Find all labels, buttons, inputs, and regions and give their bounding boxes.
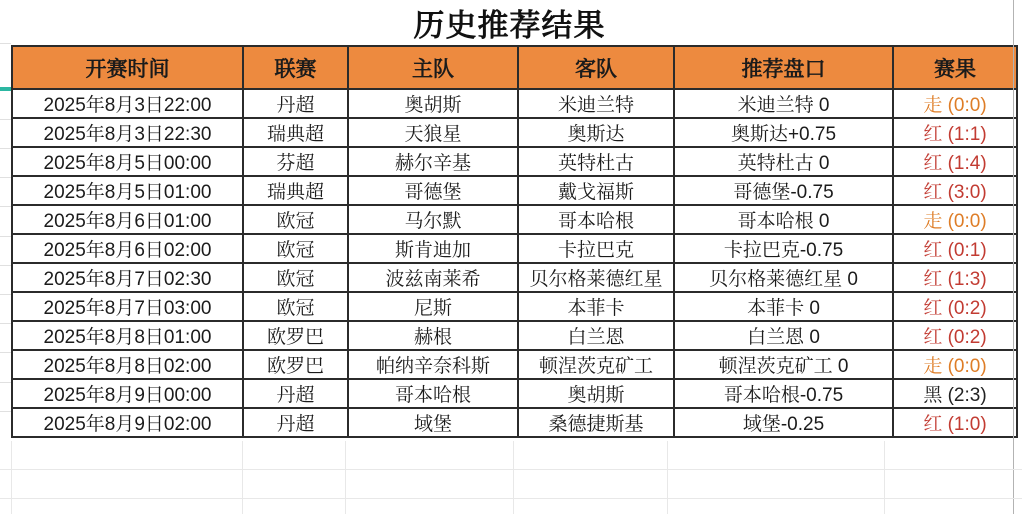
cell-result[interactable]: 走 (0:0): [893, 350, 1017, 379]
cell-home[interactable]: 哥德堡: [348, 176, 518, 205]
table-row: [12, 176, 1017, 205]
cell-handicap[interactable]: 哥本哈根-0.75: [674, 379, 893, 408]
sheet-gridline: [0, 323, 11, 324]
cell-handicap[interactable]: 米迪兰特 0: [674, 89, 893, 118]
sheet-gridline: [0, 236, 11, 237]
cell-away[interactable]: 奥斯达: [518, 118, 674, 147]
cell-result[interactable]: 红 (1:4): [893, 147, 1017, 176]
cell-away[interactable]: 卡拉巴克: [518, 234, 674, 263]
cell-time[interactable]: 2025年8月6日01:00: [12, 205, 243, 234]
cell-league[interactable]: 欧罗巴: [243, 321, 348, 350]
cell-result[interactable]: 红 (1:1): [893, 118, 1017, 147]
cell-away[interactable]: 英特杜古: [518, 147, 674, 176]
cell-handicap[interactable]: 顿涅茨克矿工 0: [674, 350, 893, 379]
sheet-gridline-vertical: [1013, 0, 1014, 514]
cell-result[interactable]: 红 (0:2): [893, 321, 1017, 350]
cell-time[interactable]: 2025年8月9日00:00: [12, 379, 243, 408]
table-row: [12, 205, 1017, 234]
sheet-gridline: [0, 43, 11, 44]
sheet-gridline: [242, 441, 243, 514]
cell-handicap[interactable]: 哥德堡-0.75: [674, 176, 893, 205]
results-table-header: [12, 46, 1017, 89]
cell-time[interactable]: 2025年8月9日02:00: [12, 408, 243, 437]
cell-away[interactable]: 哥本哈根: [518, 205, 674, 234]
cell-time[interactable]: 2025年8月5日00:00: [12, 147, 243, 176]
table-row: [12, 350, 1017, 379]
cell-league[interactable]: 丹超: [243, 408, 348, 437]
cell-handicap[interactable]: 贝尔格莱德红星 0: [674, 263, 893, 292]
sheet-gridline: [0, 498, 1022, 499]
cell-time[interactable]: 2025年8月7日02:30: [12, 263, 243, 292]
cell-handicap[interactable]: 域堡-0.25: [674, 408, 893, 437]
cell-away[interactable]: 桑德捷斯基: [518, 408, 674, 437]
cell-time[interactable]: 2025年8月3日22:30: [12, 118, 243, 147]
cell-league[interactable]: 欧罗巴: [243, 350, 348, 379]
cell-league[interactable]: 欧冠: [243, 263, 348, 292]
cell-league[interactable]: 丹超: [243, 379, 348, 408]
column-header-league[interactable]: 联赛: [243, 46, 348, 89]
header-row: [12, 46, 1017, 89]
cell-time[interactable]: 2025年8月5日01:00: [12, 176, 243, 205]
cell-result[interactable]: 红 (1:0): [893, 408, 1017, 437]
table-row: [12, 118, 1017, 147]
cell-away[interactable]: 米迪兰特: [518, 89, 674, 118]
cell-home[interactable]: 帕纳辛奈科斯: [348, 350, 518, 379]
table-row: [12, 408, 1017, 437]
frozen-pane-marker: [0, 87, 11, 91]
cell-time[interactable]: 2025年8月3日22:00: [12, 89, 243, 118]
sheet-gridline: [667, 441, 668, 514]
cell-result[interactable]: 黑 (2:3): [893, 379, 1017, 408]
cell-time[interactable]: 2025年8月7日03:00: [12, 292, 243, 321]
sheet-gridline: [0, 119, 11, 120]
cell-league[interactable]: 欧冠: [243, 292, 348, 321]
results-table-body: [12, 89, 1017, 437]
cell-away[interactable]: 贝尔格莱德红星: [518, 263, 674, 292]
cell-league[interactable]: 丹超: [243, 89, 348, 118]
sheet-gridline: [0, 469, 1022, 470]
sheet-gridline: [0, 265, 11, 266]
table-row: [12, 321, 1017, 350]
cell-league[interactable]: 欧冠: [243, 234, 348, 263]
column-header-time[interactable]: 开赛时间: [12, 46, 243, 89]
table-row: [12, 292, 1017, 321]
cell-home[interactable]: 马尔默: [348, 205, 518, 234]
cell-time[interactable]: 2025年8月6日02:00: [12, 234, 243, 263]
cell-result[interactable]: 走 (0:0): [893, 205, 1017, 234]
cell-league[interactable]: 瑞典超: [243, 118, 348, 147]
sheet-gridline: [0, 352, 11, 353]
cell-home[interactable]: 天狼星: [348, 118, 518, 147]
cell-home[interactable]: 斯肯迪加: [348, 234, 518, 263]
cell-handicap[interactable]: 哥本哈根 0: [674, 205, 893, 234]
sheet-gridline: [345, 441, 346, 514]
table-row: [12, 234, 1017, 263]
sheet-gridline: [11, 441, 12, 514]
cell-away[interactable]: 戴戈福斯: [518, 176, 674, 205]
cell-league[interactable]: 欧冠: [243, 205, 348, 234]
column-header-result[interactable]: 赛果: [893, 46, 1017, 89]
table-row: [12, 379, 1017, 408]
sheet-gridline: [0, 148, 11, 149]
cell-time[interactable]: 2025年8月8日02:00: [12, 350, 243, 379]
cell-result[interactable]: 走 (0:0): [893, 89, 1017, 118]
cell-away[interactable]: 本菲卡: [518, 292, 674, 321]
cell-handicap[interactable]: 白兰恩 0: [674, 321, 893, 350]
cell-away[interactable]: 白兰恩: [518, 321, 674, 350]
cell-home[interactable]: 赫尔辛基: [348, 147, 518, 176]
column-header-handicap[interactable]: 推荐盘口: [674, 46, 893, 89]
sheet-gridline: [0, 382, 11, 383]
cell-home[interactable]: 奥胡斯: [348, 89, 518, 118]
sheet-gridline: [0, 177, 11, 178]
cell-result[interactable]: 红 (1:3): [893, 263, 1017, 292]
cell-home[interactable]: 赫根: [348, 321, 518, 350]
cell-home[interactable]: 哥本哈根: [348, 379, 518, 408]
sheet-gridline: [0, 294, 11, 295]
sheet-gridline: [0, 206, 11, 207]
page-title[interactable]: 历史推荐结果: [413, 8, 606, 43]
cell-handicap[interactable]: 奥斯达+0.75: [674, 118, 893, 147]
cell-result[interactable]: 红 (0:1): [893, 234, 1017, 263]
column-header-away[interactable]: 客队: [518, 46, 674, 89]
cell-league[interactable]: 芬超: [243, 147, 348, 176]
cell-handicap[interactable]: 英特杜古 0: [674, 147, 893, 176]
sheet-gridline: [884, 441, 885, 514]
cell-result[interactable]: 红 (0:2): [893, 292, 1017, 321]
cell-league[interactable]: 瑞典超: [243, 176, 348, 205]
cell-home[interactable]: 尼斯: [348, 292, 518, 321]
cell-home[interactable]: 域堡: [348, 408, 518, 437]
cell-time[interactable]: 2025年8月8日01:00: [12, 321, 243, 350]
cell-handicap[interactable]: 卡拉巴克-0.75: [674, 234, 893, 263]
table-row: [12, 89, 1017, 118]
cell-away[interactable]: 顿涅茨克矿工: [518, 350, 674, 379]
sheet-gridline: [0, 411, 11, 412]
sheet-gridline: [513, 441, 514, 514]
results-table: [11, 45, 1018, 438]
cell-away[interactable]: 奥胡斯: [518, 379, 674, 408]
cell-handicap[interactable]: 本菲卡 0: [674, 292, 893, 321]
cell-result[interactable]: 红 (3:0): [893, 176, 1017, 205]
table-row: [12, 147, 1017, 176]
column-header-home[interactable]: 主队: [348, 46, 518, 89]
table-row: [12, 263, 1017, 292]
cell-home[interactable]: 波兹南莱希: [348, 263, 518, 292]
